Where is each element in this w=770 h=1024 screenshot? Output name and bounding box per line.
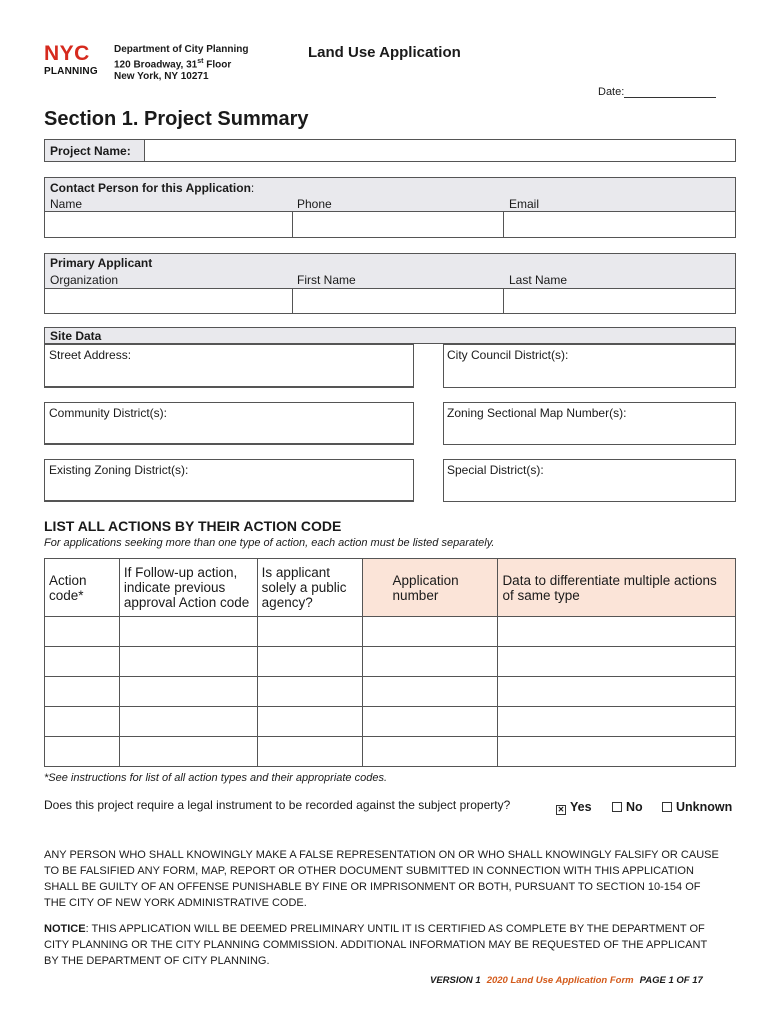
false-representation-warning: ANY PERSON WHO SHALL KNOWINGLY MAKE A FALSE REPRESENTATION ON OR WHO SHALL KNOWINGLY FALSIFY OR CAUSE TO BE FALSIFIED ANY FORM, MAP, REPORT OR OTHER DOCUMENT SUBMITTED IN CONNECTION WITH THIS APPLICATION SHALL BE GUILTY OF AN OFFENSE PUNISHABLE BY FINE OR IMPRISONMENT OR BOTH, PURSUANT TO SECTION 10-154 OF THE CITY OF NEW YORK ADMINISTRATIVE CODE. — [44, 849, 719, 909]
notice-text: : THIS APPLICATION WILL BE DEEMED PRELIMINARY UNTIL IT IS CERTIFIED AS COMPLETE BY THE DEPARTMENT OF CITY PLANNING OR THE CITY PLANNING COMMISSION. ADDITIONAL INFORMATION MAY BE REQUESTED OF THE APPLICANT BY THE DEPARTMENT OF CITY PLANNING. — [44, 923, 707, 967]
header-action-code: Action code* — [45, 559, 120, 617]
existing-zoning-label: Existing Zoning District(s): — [49, 463, 189, 477]
date-label: Date: — [598, 86, 625, 98]
option-no[interactable] — [612, 800, 643, 814]
table-row — [45, 677, 736, 707]
community-district-label: Community District(s): — [49, 406, 168, 420]
contact-phone-field[interactable] — [292, 211, 504, 238]
public-agency-cell[interactable] — [257, 677, 362, 707]
date-field[interactable] — [624, 87, 716, 98]
contact-email-label: Email — [509, 197, 540, 211]
actions-header-row — [45, 559, 736, 617]
contact-title-colon: : — [250, 181, 255, 195]
site-header — [44, 327, 736, 344]
existing-zoning-field[interactable] — [44, 459, 414, 502]
street-address-label: Street Address: — [49, 348, 132, 362]
dept-city: New York, NY 10271 — [114, 71, 209, 83]
contact-name-label: Name — [50, 197, 83, 211]
applicant-header — [44, 253, 736, 289]
action-code-cell[interactable] — [45, 737, 120, 767]
header-public-agency: Is applicant solely a public agency? — [257, 559, 362, 617]
differentiate-data-cell[interactable] — [498, 677, 736, 707]
applicant-org-field[interactable] — [44, 288, 293, 314]
application-number-cell[interactable] — [362, 677, 498, 707]
applicant-last-label: Last Name — [509, 273, 568, 287]
differentiate-data-cell[interactable] — [498, 737, 736, 767]
followup-code-cell[interactable] — [119, 707, 257, 737]
contact-email-field[interactable] — [503, 211, 736, 238]
applicant-first-label: First Name — [297, 273, 356, 287]
public-agency-cell[interactable] — [257, 737, 362, 767]
legal-instrument-question: Does this project require a legal instrument to be recorded against the subject property? — [44, 798, 511, 812]
notice-label: NOTICE — [44, 923, 86, 935]
action-code-cell[interactable] — [45, 707, 120, 737]
dept-street-main: 120 Broadway, 31 — [114, 59, 198, 71]
unknown-checkbox[interactable] — [662, 802, 672, 812]
applicant-last-field[interactable] — [503, 288, 736, 314]
special-district-field[interactable] — [443, 459, 736, 502]
notice-paragraph — [44, 921, 724, 969]
form-title: Land Use Application — [308, 44, 461, 61]
dept-name: Department of City Planning — [114, 44, 249, 55]
header-followup-code: If Follow-up action, indicate previous approval Action code — [119, 559, 257, 617]
table-row — [45, 647, 736, 677]
street-address-field[interactable] — [44, 344, 414, 388]
differentiate-data-cell[interactable] — [498, 617, 736, 647]
application-number-cell[interactable] — [362, 617, 498, 647]
site-title: Site Data — [50, 329, 102, 343]
followup-code-cell[interactable] — [119, 677, 257, 707]
special-district-label: Special District(s): — [447, 463, 544, 477]
option-unknown[interactable] — [662, 800, 732, 814]
actions-footnote: *See instructions for list of all action types and their appropriate codes. — [44, 772, 388, 784]
yes-checkbox[interactable]: ✕ — [557, 805, 565, 814]
no-label: No — [626, 800, 643, 814]
application-number-cell[interactable] — [362, 737, 498, 767]
footer-form-name: 2020 Land Use Application Form — [486, 975, 634, 986]
yes-label: Yes — [570, 800, 592, 814]
action-code-cell[interactable] — [45, 677, 120, 707]
project-name-field[interactable] — [144, 139, 736, 162]
followup-code-cell[interactable] — [119, 737, 257, 767]
contact-title-text: Contact Person for this Application — [50, 181, 251, 195]
section-title: Section 1. Project Summary — [44, 108, 309, 130]
footer-version: VERSION 1 — [430, 975, 481, 986]
applicant-org-label: Organization — [50, 273, 119, 287]
council-district-label: City Council District(s): — [447, 348, 569, 362]
actions-subtitle: For applications seeking more than one type of action, each action must be listed separately. — [44, 537, 495, 549]
council-district-field[interactable] — [443, 344, 736, 388]
unknown-label: Unknown — [676, 800, 733, 814]
header-differentiate-data: Data to differentiate multiple actions of same type — [498, 559, 736, 617]
applicant-first-field[interactable] — [292, 288, 504, 314]
public-agency-cell[interactable] — [257, 707, 362, 737]
footer-page: PAGE 1 OF 17 — [639, 975, 703, 986]
dept-street-sup: st — [197, 58, 204, 65]
action-code-cell[interactable] — [45, 617, 120, 647]
application-number-cell[interactable] — [362, 707, 498, 737]
followup-code-cell[interactable] — [119, 617, 257, 647]
logo-planning-text: PLANNING — [44, 66, 98, 77]
contact-phone-label: Phone — [297, 197, 332, 211]
differentiate-data-cell[interactable] — [498, 647, 736, 677]
application-number-cell[interactable] — [362, 647, 498, 677]
public-agency-cell[interactable] — [257, 647, 362, 677]
community-district-field[interactable] — [44, 402, 414, 445]
nyc-planning-logo — [44, 44, 102, 77]
contact-name-field[interactable] — [44, 211, 293, 238]
differentiate-data-cell[interactable] — [498, 707, 736, 737]
actions-table — [44, 558, 736, 767]
dept-street-end: Floor — [203, 59, 232, 71]
public-agency-cell[interactable] — [257, 617, 362, 647]
table-row — [45, 737, 736, 767]
table-row — [45, 707, 736, 737]
option-yes[interactable] — [556, 800, 592, 815]
date-row — [598, 86, 716, 98]
actions-title: LIST ALL ACTIONS BY THEIR ACTION CODE — [44, 518, 342, 534]
action-code-cell[interactable] — [45, 647, 120, 677]
table-row — [45, 617, 736, 647]
project-name-label: Project Name: — [44, 139, 145, 162]
page-footer — [430, 975, 703, 986]
applicant-title: Primary Applicant — [50, 256, 153, 270]
contact-title — [50, 181, 254, 195]
zoning-map-field[interactable] — [443, 402, 736, 445]
no-checkbox[interactable] — [612, 802, 622, 812]
header-application-number: Application number — [362, 559, 498, 617]
dept-street — [114, 56, 248, 71]
contact-header — [44, 177, 736, 212]
zoning-map-label: Zoning Sectional Map Number(s): — [447, 406, 627, 420]
department-address — [114, 44, 248, 83]
followup-code-cell[interactable] — [119, 647, 257, 677]
logo-nyc-text: NYC — [44, 42, 90, 65]
